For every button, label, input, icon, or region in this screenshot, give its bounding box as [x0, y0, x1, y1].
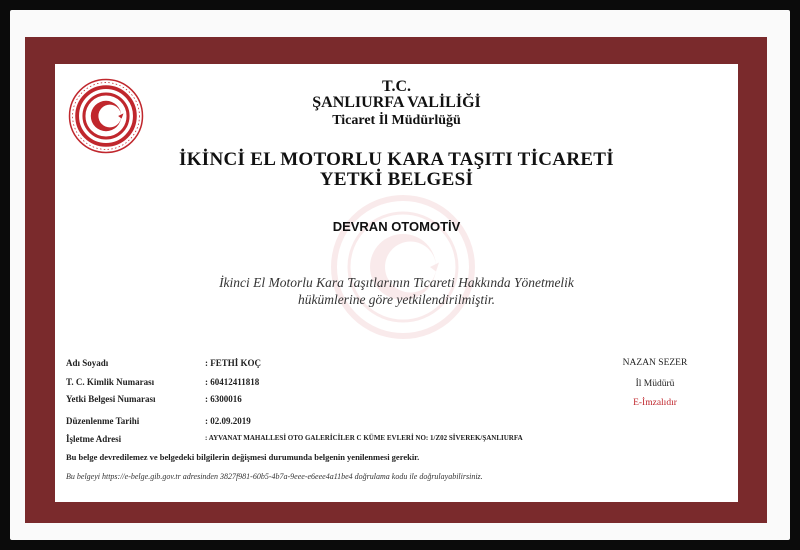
header-tc: T.C.	[381, 78, 412, 95]
field-label-business-address: İşletme Adresi	[66, 434, 122, 444]
signatory-name: NAZAN SEZER	[622, 358, 688, 368]
authorization-statement-line1: İkinci El Motorlu Kara Taşıtlarının Ticareti Hakkında Yönetmelik	[219, 275, 574, 290]
verification-text: Bu belgeyi https://e-belge.gib.gov.tr adresinden 3827f981-60b5-4b7a-9eee-e6eee4a11be4 doğrulama kodu ile doğrulayabilirsiniz.	[66, 472, 483, 481]
e-signature-label: E-İmzalıdır	[633, 398, 677, 408]
header-directorate: Ticaret İl Müdürlüğü	[332, 113, 461, 128]
signatory-title: İl Müdürü	[635, 379, 675, 389]
field-label-license-number: Yetki Belgesi Numarası	[66, 394, 156, 404]
field-value-name: : FETHİ KOÇ	[205, 358, 262, 368]
company-name: DEVRAN OTOMOTİV	[332, 219, 461, 234]
transfer-notice: Bu belge devredilemez ve belgedeki bilgilerin değişmesi durumunda belgenin yenilenmesi gerekir.	[66, 452, 420, 462]
field-value-business-address: : AYVANAT MAHALLESİ OTO GALERİCİLER C KÜME EVLERİ NO: 1/Z02 SİVEREK/ŞANLIURFA	[205, 434, 523, 442]
field-value-issue-date: : 02.09.2019	[205, 416, 251, 426]
field-label-name: Adı Soyadı	[66, 358, 109, 368]
field-label-id-number: T. C. Kimlik Numarası	[66, 377, 155, 387]
certificate-title-line1: İKİNCİ EL MOTORLU KARA TAŞITI TİCARETİ	[179, 149, 614, 170]
field-value-license-number: : 6300016	[205, 394, 242, 404]
field-value-id-number: : 60412411818	[205, 377, 260, 387]
certificate-title-line2: YETKİ BELGESİ	[319, 169, 474, 190]
authorization-statement-line2: hükümlerine göre yetkilendirilmiştir.	[297, 292, 496, 307]
header-governorship: ŞANLIURFA VALİLİĞİ	[312, 94, 481, 111]
field-label-issue-date: Düzenlenme Tarihi	[66, 416, 140, 426]
